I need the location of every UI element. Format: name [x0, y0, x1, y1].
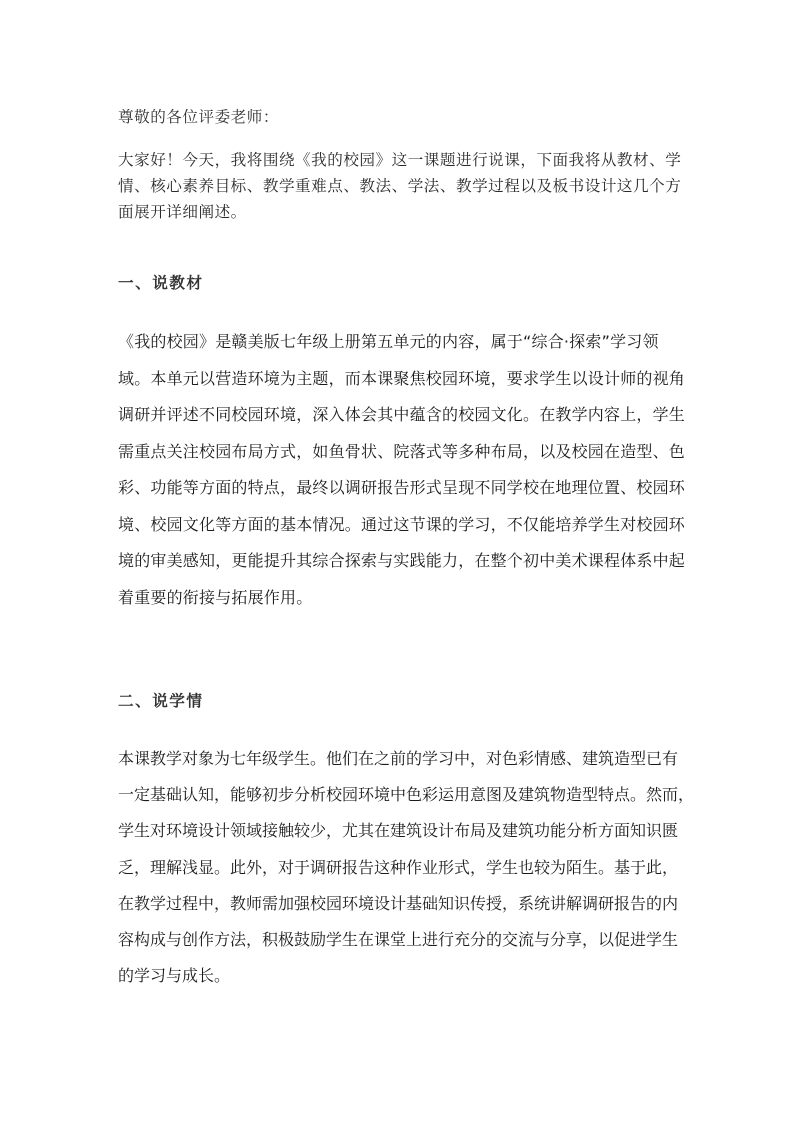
intro-line: 情、核心素养目标、教学重难点、教法、学法、教学过程以及板书设计这几个方 [118, 177, 682, 195]
paragraph-line: 学生对环境设计领域接触较少，尤其在建筑设计布局及建筑功能分析方面知识匮 [118, 821, 679, 841]
paragraph-line: 乏，理解浅显。此外，对于调研报告这种作业形式，学生也较为陌生。基于此， [118, 857, 679, 877]
paragraph-line: 《我的校园》是赣美版七年级上册第五单元的内容，属于“综合·探索”学习领 [118, 332, 659, 351]
intro-paragraph [118, 147, 682, 225]
paragraph-line: 本课教学对象为七年级学生。他们在之前的学习中，对色彩情感、建筑造型已有 [118, 749, 679, 768]
greeting: 尊敬的各位评委老师： [118, 108, 279, 126]
paragraph-line: 在教学过程中，教师需加强校园环境设计基础知识传授，系统讲解调研报告的内 [118, 893, 679, 913]
students-paragraph [118, 741, 695, 994]
intro-line: 大家好！今天，我将围绕《我的校园》这一课题进行说课，下面我将从教材、学 [118, 151, 682, 169]
paragraph-line: 容构成与创作方法，积极鼓励学生在课堂上进行充分的交流与分享，以促进学生 [118, 930, 679, 950]
paragraph-line: 的学习与成长。 [118, 966, 231, 986]
section-heading-textbook: 一、说教材 [118, 274, 204, 292]
paragraph-line: 着重要的衔接与拓展作用。 [118, 587, 313, 607]
paragraph-line: 境、校园文化等方面的基本情况。通过这节课的学习，不仅能培养学生对校园环 [118, 514, 686, 534]
textbook-paragraph [118, 324, 686, 616]
section-heading-students: 二、说学情 [118, 692, 204, 710]
intro-line: 面展开详细阐述。 [118, 203, 247, 221]
paragraph-line: 调研并评述不同校园环境，深入体会其中蕴含的校园文化。在教学内容上，学生 [118, 405, 686, 424]
paragraph-line: 域。本单元以营造环境为主题，而本课聚焦校园环境，要求学生以设计师的视角 [118, 368, 686, 388]
paragraph-line: 需重点关注校园布局方式，如鱼骨状、院落式等多种布局，以及校园在造型、色 [118, 441, 686, 461]
paragraph-line: 境的审美感知，更能提升其综合探索与实践能力，在整个初中美术课程体系中起 [118, 551, 686, 570]
paragraph-line: 彩、功能等方面的特点，最终以调研报告形式呈现不同学校在地理位置、校园环 [118, 478, 686, 497]
paragraph-line: 一定基础认知，能够初步分析校园环境中色彩运用意图及建筑物造型特点。然而， [118, 785, 695, 805]
